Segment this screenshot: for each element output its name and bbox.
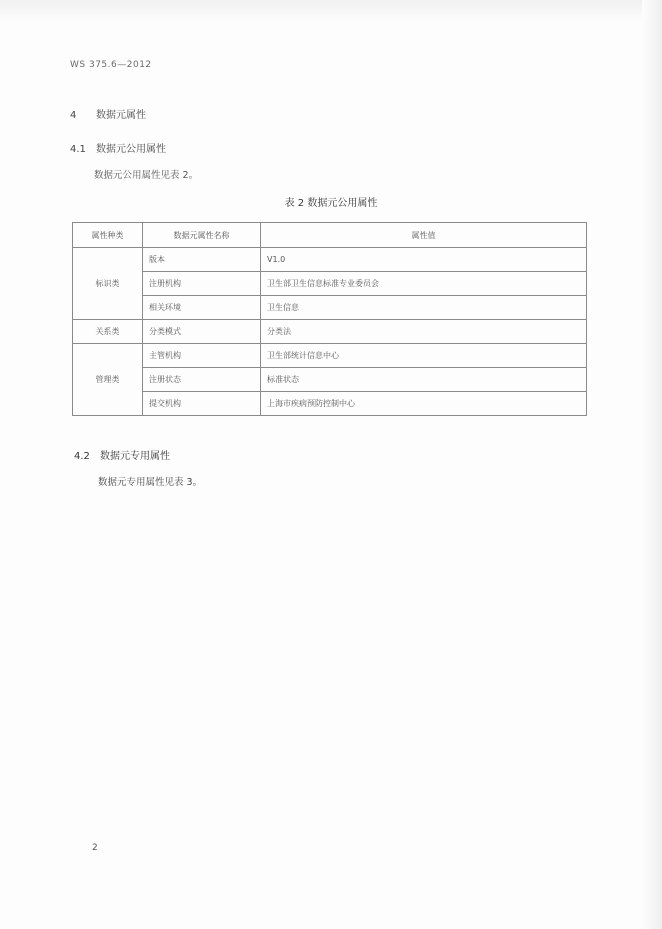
section-title: 数据元属性 xyxy=(96,110,146,121)
column-header-attribute-name: 数据元属性名称 xyxy=(143,223,261,248)
page-number: 2 xyxy=(92,843,98,853)
section-title: 数据元专用属性 xyxy=(100,451,170,462)
attribute-value-cell: 卫生信息 xyxy=(261,296,587,320)
section-number: 4 xyxy=(70,110,77,121)
attribute-value-cell: 上海市疾病预防控制中心 xyxy=(261,392,587,416)
section-4-1-paragraph: 数据元公用属性见表 2。 xyxy=(94,170,199,181)
section-4-heading xyxy=(70,106,146,121)
attribute-name-cell: 版本 xyxy=(143,248,261,272)
section-4-2-paragraph: 数据元专用属性见表 3。 xyxy=(98,477,203,488)
table-row xyxy=(73,296,587,320)
section-4-2-heading xyxy=(74,447,170,462)
table-row xyxy=(73,392,587,416)
category-cell: 管理类 xyxy=(73,344,143,416)
column-header-attribute-value: 属性值 xyxy=(261,223,587,248)
table-caption: 表 2 数据元公用属性 xyxy=(284,198,378,209)
attribute-name-cell: 相关环境 xyxy=(143,296,261,320)
attribute-value-cell: 分类法 xyxy=(261,320,587,344)
table-header-row xyxy=(73,223,587,248)
common-attributes-table xyxy=(72,222,587,416)
section-4-1-heading xyxy=(70,140,166,155)
table-row xyxy=(73,368,587,392)
attribute-value-cell: 卫生部统计信息中心 xyxy=(261,344,587,368)
standard-code: WS 375.6—2012 xyxy=(70,60,152,70)
attribute-name-cell: 提交机构 xyxy=(143,392,261,416)
section-number: 4.1 xyxy=(70,144,86,155)
table-row xyxy=(73,248,587,272)
attribute-value-cell: 标准状态 xyxy=(261,368,587,392)
attribute-name-cell: 注册状态 xyxy=(143,368,261,392)
section-number: 4.2 xyxy=(74,451,90,462)
category-cell: 关系类 xyxy=(73,320,143,344)
attribute-name-cell: 注册机构 xyxy=(143,272,261,296)
scan-shadow-top xyxy=(0,0,662,22)
column-header-category: 属性种类 xyxy=(73,223,143,248)
attribute-value-cell: 卫生部卫生信息标准专业委员会 xyxy=(261,272,587,296)
attribute-name-cell: 分类模式 xyxy=(143,320,261,344)
scan-shadow-right xyxy=(642,0,662,929)
table-row xyxy=(73,320,587,344)
table-row xyxy=(73,344,587,368)
category-cell: 标识类 xyxy=(73,248,143,320)
attribute-name-cell: 主管机构 xyxy=(143,344,261,368)
attribute-value-cell: V1.0 xyxy=(261,248,587,272)
table-row xyxy=(73,272,587,296)
section-title: 数据元公用属性 xyxy=(96,144,166,155)
